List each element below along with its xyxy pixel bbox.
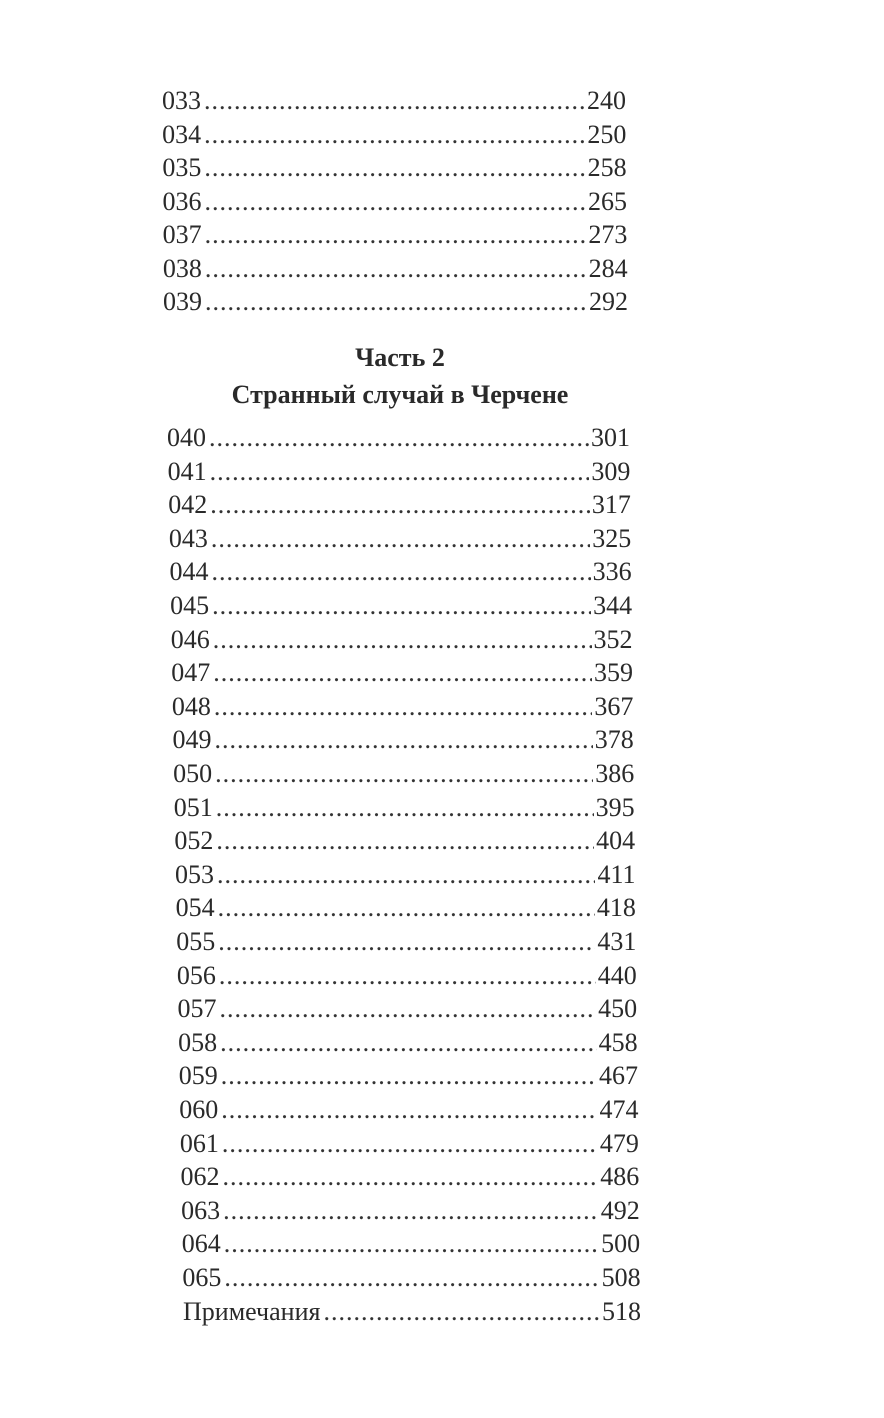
toc-entry (168, 488, 631, 522)
dot-leader (224, 1261, 599, 1295)
entry-number: 056 (176, 960, 216, 990)
toc-entry (162, 151, 626, 185)
page-number: 344 (593, 591, 633, 620)
entry-number: 063 (181, 1195, 221, 1225)
toc-entry (162, 84, 626, 118)
page-number: 325 (592, 523, 632, 553)
page-number: 479 (599, 1128, 639, 1158)
entry-number: 052 (174, 826, 214, 856)
dot-leader (323, 1295, 600, 1329)
entry-number: 038 (162, 253, 202, 283)
toc-entry (174, 824, 635, 858)
page-number: 273 (588, 220, 628, 249)
dot-leader (205, 218, 587, 252)
dot-leader (216, 824, 594, 858)
dot-leader (220, 1026, 597, 1060)
entry-number: 048 (171, 691, 211, 721)
dot-leader (213, 623, 592, 657)
toc-entry (180, 1127, 639, 1161)
dot-leader (213, 656, 592, 690)
page-number: 518 (602, 1296, 641, 1326)
toc-entry (181, 1160, 640, 1194)
entry-number: 061 (179, 1128, 219, 1158)
dot-leader (212, 589, 591, 623)
entry-number: 055 (176, 927, 216, 956)
page-number: 250 (587, 119, 627, 149)
page-number: 359 (593, 658, 633, 688)
page-number: 418 (596, 893, 636, 923)
dot-leader (209, 421, 589, 455)
entry-number: 033 (162, 86, 201, 115)
page-number: 352 (593, 624, 633, 654)
dot-leader (210, 488, 590, 522)
dot-leader (205, 185, 587, 219)
toc-entry (182, 1261, 640, 1295)
page-number: 258 (587, 153, 627, 182)
part-title: Странный случай в Черчене (231, 380, 569, 409)
entry-number: 047 (171, 658, 211, 688)
entry-number: 040 (167, 423, 206, 452)
toc-entry (178, 1026, 638, 1060)
page-number: 336 (592, 557, 632, 587)
entry-number: 064 (181, 1229, 221, 1259)
dot-leader (214, 690, 592, 724)
page-number: 265 (588, 186, 627, 216)
dot-leader (216, 791, 594, 825)
page-number: 404 (596, 826, 636, 856)
entry-number: 059 (178, 1061, 218, 1091)
entry-number: 062 (180, 1162, 220, 1192)
entry-number: 065 (182, 1263, 222, 1292)
entry-number: Примечания (183, 1296, 321, 1326)
page-number: 492 (600, 1195, 640, 1225)
page-number: 486 (600, 1162, 640, 1192)
toc-entry (167, 421, 630, 455)
dot-leader (204, 118, 585, 152)
entry-number: 037 (162, 220, 202, 249)
page-number: 474 (599, 1095, 639, 1124)
part-label: Часть 2 (355, 343, 445, 372)
entry-number: 060 (179, 1095, 219, 1124)
page-number: 508 (601, 1263, 641, 1292)
toc-entry (176, 891, 636, 925)
toc-entry (163, 218, 628, 252)
toc-entry (183, 1295, 641, 1329)
toc-entry (179, 1093, 638, 1127)
toc-entry (176, 925, 636, 959)
entry-number: 043 (168, 523, 208, 553)
page-number: 284 (588, 253, 628, 283)
dot-leader (215, 757, 593, 791)
toc-entry (177, 959, 637, 993)
entry-number: 034 (162, 119, 202, 149)
page-number: 292 (589, 287, 628, 316)
entry-number: 058 (178, 1027, 218, 1057)
toc-entry (168, 455, 631, 489)
entry-number: 045 (170, 591, 210, 620)
entry-number: 046 (170, 624, 210, 654)
toc-entry (171, 623, 633, 657)
dot-leader (221, 1059, 597, 1093)
page-number: 386 (595, 759, 635, 788)
toc-entry (174, 791, 635, 825)
page-number: 378 (594, 725, 634, 755)
dot-leader (224, 1227, 599, 1261)
entry-number: 041 (167, 456, 207, 486)
toc-entry (163, 252, 628, 286)
toc-entry (162, 118, 626, 152)
dot-leader (205, 252, 587, 286)
dot-leader (204, 84, 585, 118)
toc-entry (163, 285, 628, 319)
entry-number: 044 (169, 557, 209, 587)
toc-entry (179, 1059, 638, 1093)
page-number: 317 (591, 490, 631, 520)
page-number: 395 (595, 792, 635, 822)
page-number: 500 (601, 1229, 641, 1259)
toc-entry (173, 757, 634, 791)
toc-entry (163, 185, 628, 219)
entry-number: 039 (163, 287, 202, 316)
page-number: 301 (591, 423, 630, 452)
toc-entry (173, 723, 634, 757)
dot-leader (217, 858, 595, 892)
entry-number: 035 (162, 153, 202, 182)
dot-leader (210, 455, 590, 489)
dot-leader (218, 891, 595, 925)
toc-entry (182, 1227, 640, 1261)
dot-leader (223, 1194, 599, 1228)
entry-number: 057 (177, 994, 217, 1024)
toc-entry (169, 555, 631, 589)
toc-entry (172, 690, 633, 724)
entry-number: 050 (173, 759, 213, 788)
entry-number: 054 (175, 893, 215, 923)
dot-leader (219, 992, 596, 1026)
page-number: 240 (587, 86, 626, 115)
dot-leader (215, 723, 593, 757)
toc-entry (175, 858, 636, 892)
entry-number: 051 (173, 792, 213, 822)
dot-leader (218, 925, 595, 959)
dot-leader (222, 1127, 598, 1161)
page-number: 431 (597, 927, 637, 956)
dot-leader (219, 959, 596, 993)
toc-entry (171, 656, 633, 690)
toc-entry (177, 992, 637, 1026)
page-number: 411 (597, 859, 636, 889)
dot-leader (211, 522, 590, 556)
page-number: 367 (594, 691, 634, 721)
dot-leader (204, 151, 585, 185)
dot-leader (205, 285, 587, 319)
page-number: 309 (591, 456, 631, 486)
toc-entry (170, 589, 632, 623)
entry-number: 036 (162, 186, 202, 216)
toc-entry (181, 1194, 640, 1228)
entry-number: 042 (168, 490, 208, 520)
dot-leader (221, 1093, 597, 1127)
page-number: 440 (597, 960, 637, 990)
toc-entry (169, 522, 631, 556)
page-number: 458 (598, 1027, 638, 1057)
dot-leader (223, 1160, 599, 1194)
page-number: 450 (598, 994, 638, 1024)
dot-leader (211, 555, 590, 589)
page-number: 467 (599, 1061, 639, 1091)
entry-number: 049 (172, 725, 212, 755)
entry-number: 053 (175, 859, 214, 889)
